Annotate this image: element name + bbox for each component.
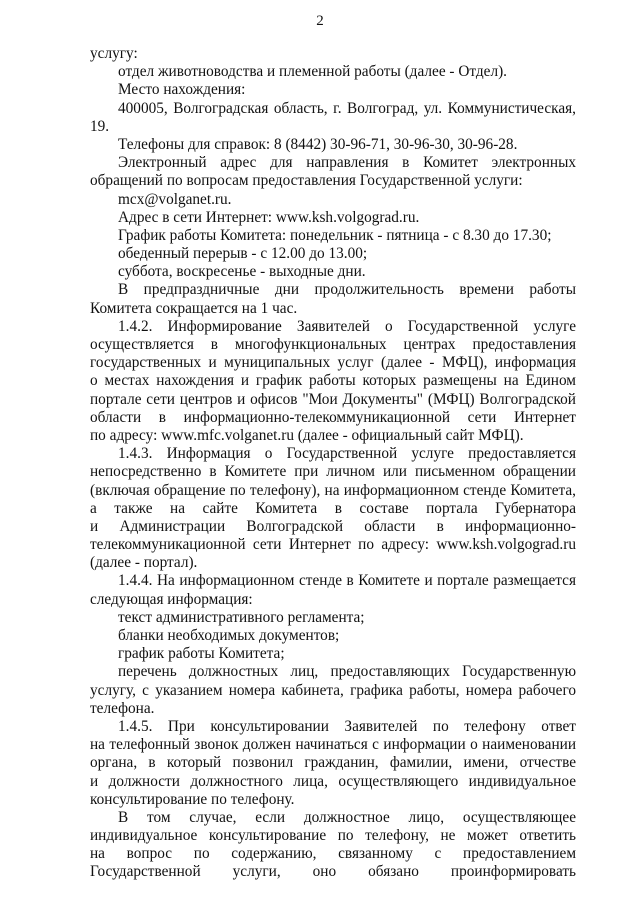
text-line: портале сети центров и офисов "Мои Документы" (МФЦ) Волгоградской <box>90 390 576 408</box>
text-line: Телефоны для справок: 8 (8442) 30-96-71, 30-96-30, 30-96-28. <box>118 135 518 153</box>
text-line: бланки необходимых документов; <box>118 627 340 644</box>
text-line: (далее - портал). <box>90 554 198 572</box>
text-line: 1.4.2. Информирование Заявителей о Государственной услуге <box>118 317 576 335</box>
text-line: перечень должностных лиц, предоставляющих Государственную <box>118 663 576 681</box>
text-line: государственных и муниципальных услуг (далее - МФЦ), информация <box>90 354 576 372</box>
text-line: текст административного регламента; <box>118 608 365 626</box>
text-line: на телефонный звонок должен начинаться с информации о наименовании <box>90 736 576 754</box>
text-line: услугу: <box>90 45 138 62</box>
text-line: следующая информация: <box>90 590 253 608</box>
text-line: Комитета сокращается на 1 час. <box>90 299 298 317</box>
text-line: телекоммуникационной сети Интернет по адресу: www.ksh.volgograd.ru <box>90 536 576 554</box>
text-line: обращений по вопросам предоставления Государственной услуги: <box>90 172 523 190</box>
text-line: Электронный адрес для направления в Комитет электронных <box>118 154 576 172</box>
text-line: а также на сайте Комитета в составе портала Губернатора <box>90 499 576 517</box>
text-line: и должности должностного лица, осуществляющего индивидуальное <box>90 772 576 790</box>
text-line: 19. <box>90 117 110 135</box>
text-line: Место нахождения: <box>118 81 246 99</box>
text-line: (включая обращение по телефону), на информационном стенде Комитета, <box>90 481 576 499</box>
text-line: обеденный перерыв - с 12.00 до 13.00; <box>118 245 368 263</box>
text-line: услугу, с указанием номера кабинета, графика работы, номера рабочего <box>90 681 576 699</box>
text-line: суббота, воскресенье - выходные дни. <box>118 263 366 281</box>
text-line: Адрес в сети Интернет: www.ksh.volgograd.ru. <box>118 208 420 226</box>
text-line: В предпраздничные дни продолжительность времени работы <box>118 281 576 299</box>
text-line: о местах нахождения и график работы которых размещены на Едином <box>90 372 576 390</box>
text-line: на вопрос по содержанию, связанному с предоставлением <box>90 845 576 863</box>
page-number: 2 <box>316 13 324 29</box>
text-line: телефона. <box>90 699 155 717</box>
text-line: органа, в который позвонил гражданин, фамилии, имени, отчестве <box>90 754 576 772</box>
text-line: 1.4.5. При консультировании Заявителей по телефону ответ <box>118 717 576 735</box>
text-line: график работы Комитета; <box>118 645 285 663</box>
text-line: индивидуальное консультирование по телефону, не может ответить <box>90 827 576 845</box>
text-line: осуществляется в многофункциональных центрах предоставления <box>90 336 576 353</box>
text-line: консультирование по телефону. <box>90 790 295 808</box>
text-line: по адресу: www.mfc.volganet.ru (далее - официальный сайт МФЦ). <box>90 426 524 444</box>
text-line: mcx@volganet.ru. <box>118 190 232 208</box>
text-line: непосредственно в Комитете при личном или письменном обращении <box>90 463 576 481</box>
text-line: График работы Комитета: понедельник - пятница - с 8.30 до 17.30; <box>118 226 552 244</box>
text-line: Государственной услуги, оно обязано проинформировать <box>90 863 576 881</box>
text-line: 1.4.4. На информационном стенде в Комитете и портале размещается <box>118 572 576 590</box>
text-line: и Администрации Волгоградской области в информационно- <box>90 517 576 535</box>
text-line: области в информационно-телекоммуникационной сети Интернет <box>90 408 576 426</box>
text-line: отдел животноводства и племенной работы (далее - Отдел). <box>118 63 508 81</box>
text-line: 1.4.3. Информация о Государственной услуге предоставляется <box>118 445 576 463</box>
document-body <box>90 45 576 882</box>
text-line: В том случае, если должностное лицо, осуществляющее <box>118 808 576 826</box>
text-line: 400005, Волгоградская область, г. Волгоград, ул. Коммунистическая, <box>118 99 576 117</box>
